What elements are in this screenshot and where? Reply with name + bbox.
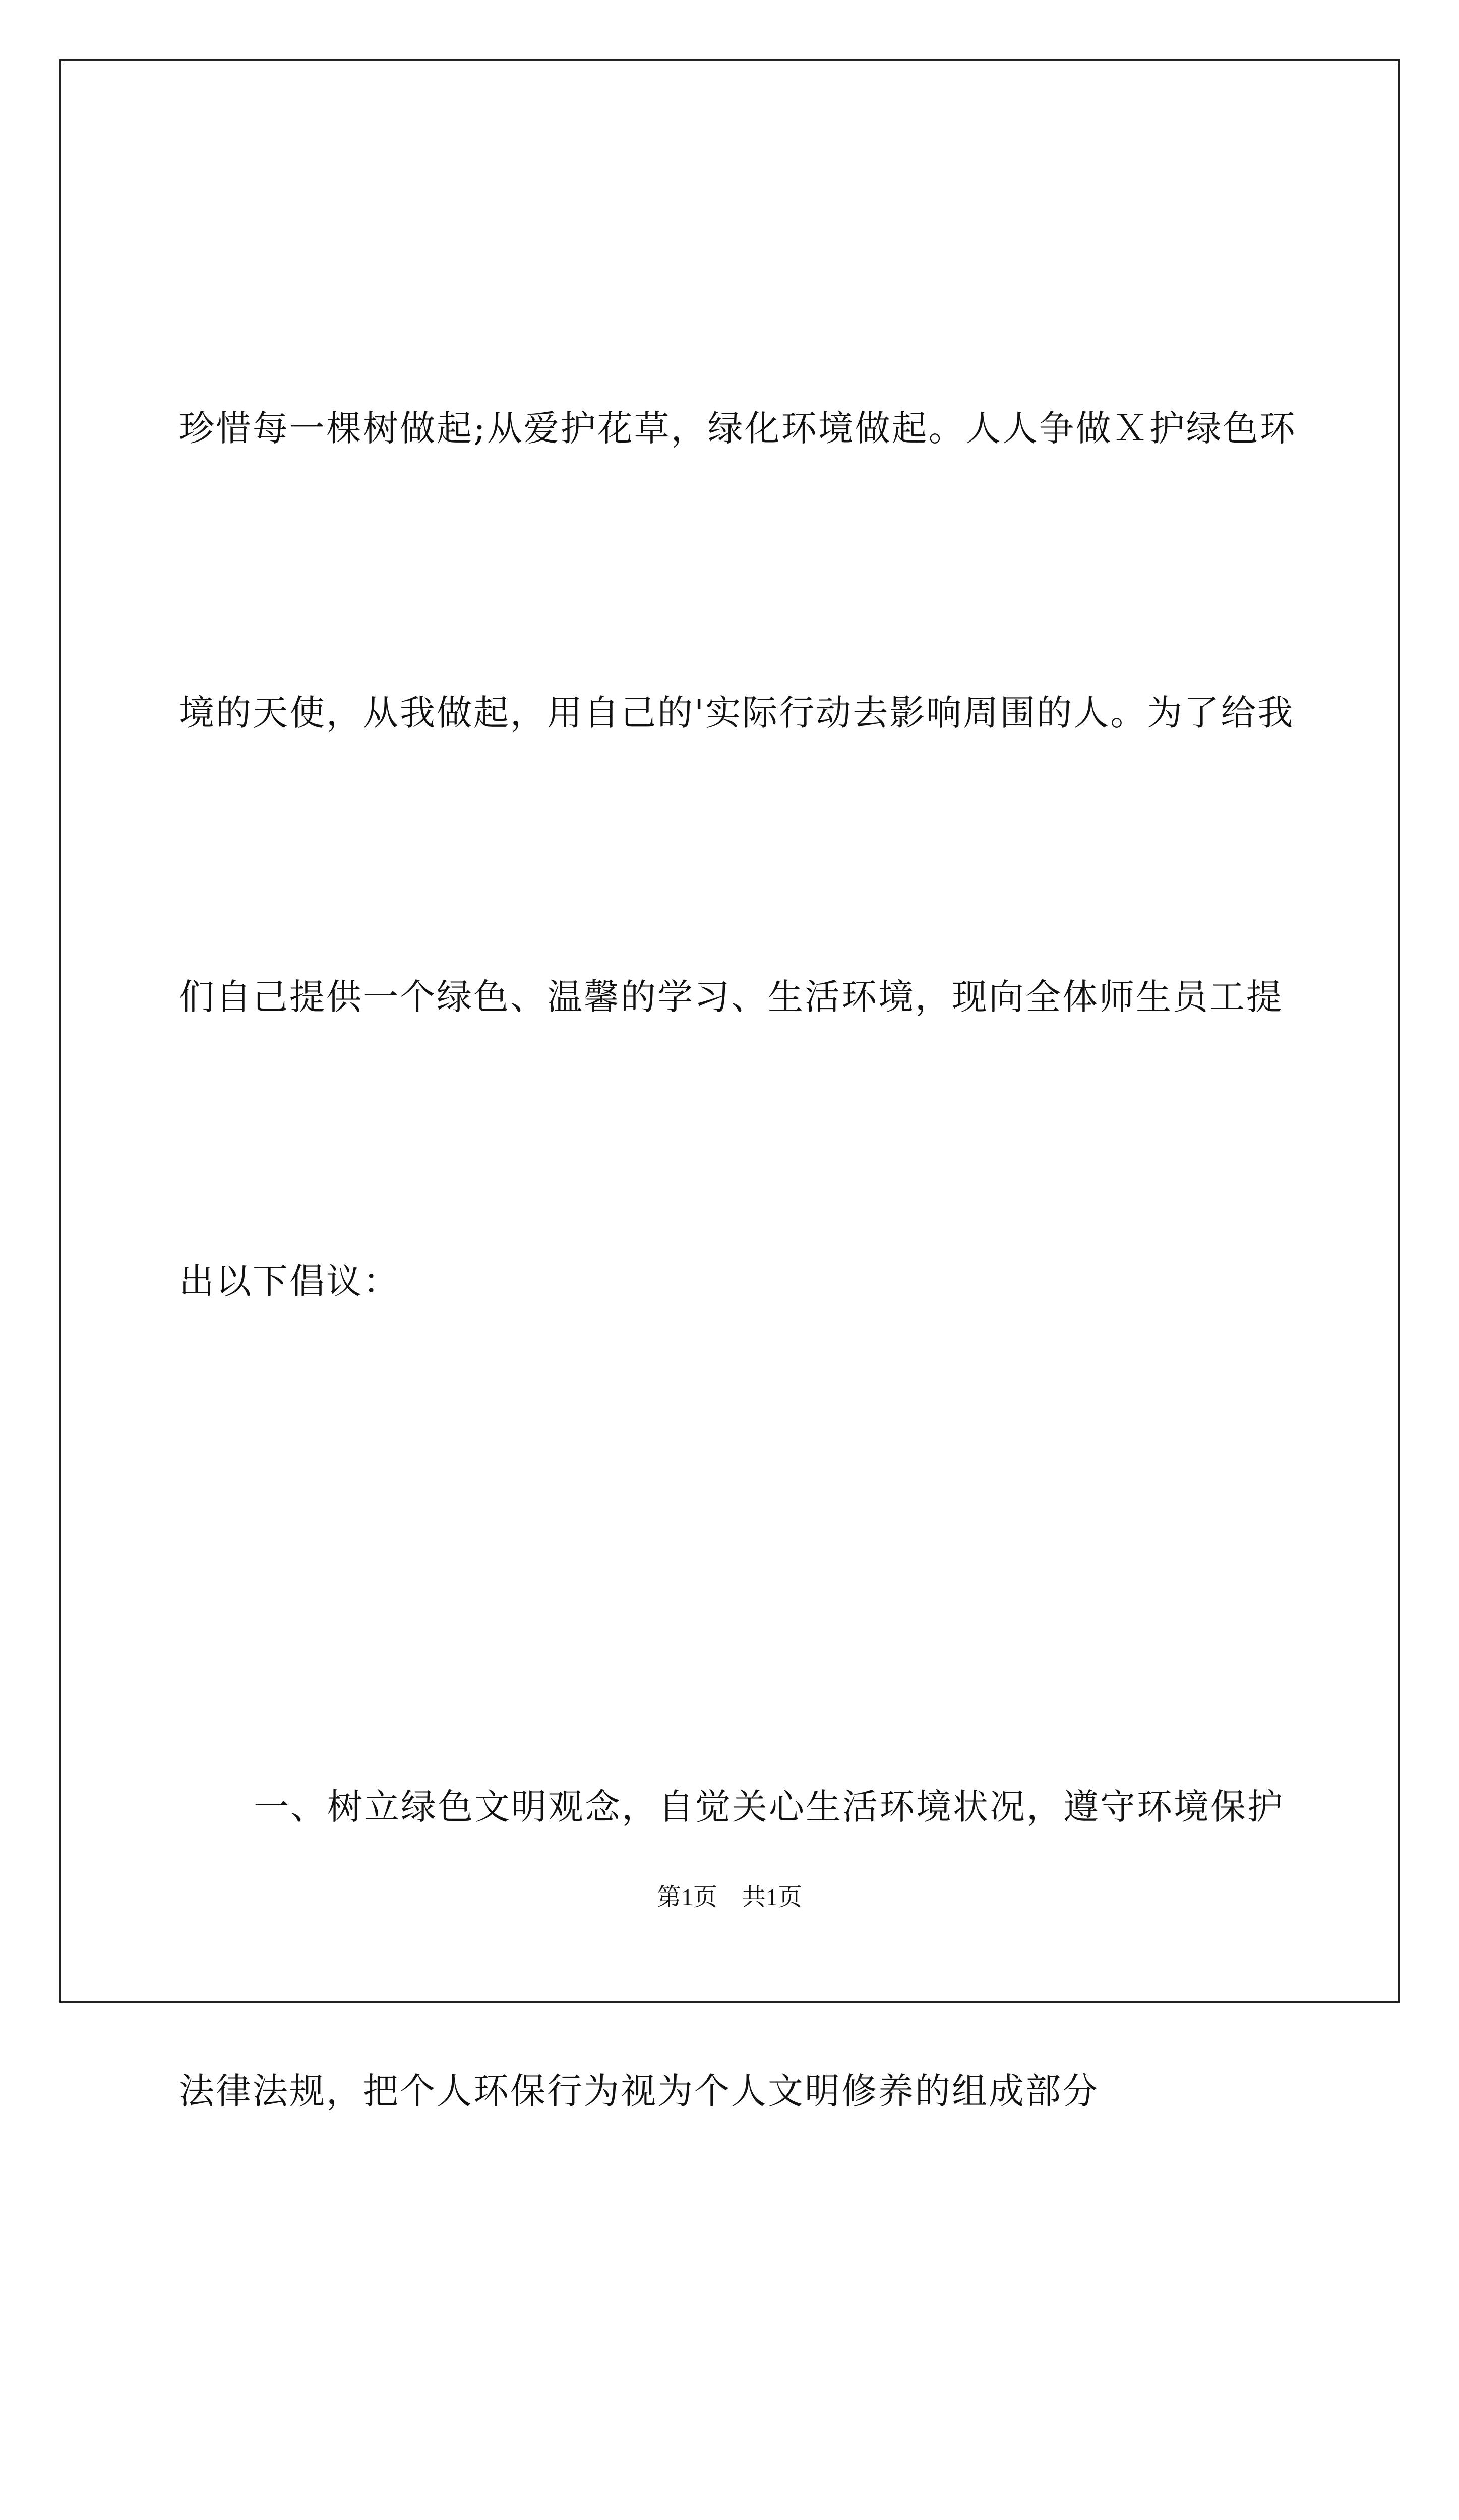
text-line: 出以下倡议： xyxy=(179,1261,400,1302)
text-line: 法律法规，把个人环保行为视为个人文明修养的组成部分 xyxy=(179,2070,1099,2112)
text-line: 们自己提供一个绿色、温馨的学习、生活环境，现向全体师生员工提 xyxy=(179,976,1283,1018)
proposal-item-1 xyxy=(179,1570,1283,2328)
document-body xyxy=(179,192,1297,2520)
intro-paragraph xyxy=(179,192,1297,1518)
text-line: 一、树立绿色文明观念，自觉关心生活环境状况，遵守环境保护 xyxy=(254,1786,1284,1828)
page-number-footer: 第1页 共1页 xyxy=(656,1884,802,1911)
proposal-item-2 xyxy=(179,2380,1283,2520)
text-line: 珍惜每一棵树做起;从爱护花草，绿化环境做起。人人争做Ｘ护绿色环 xyxy=(179,408,1297,449)
text-line: 境的天使，从我做起，用自己的'实际行动去影响周围的人。为了给我 xyxy=(179,692,1295,733)
